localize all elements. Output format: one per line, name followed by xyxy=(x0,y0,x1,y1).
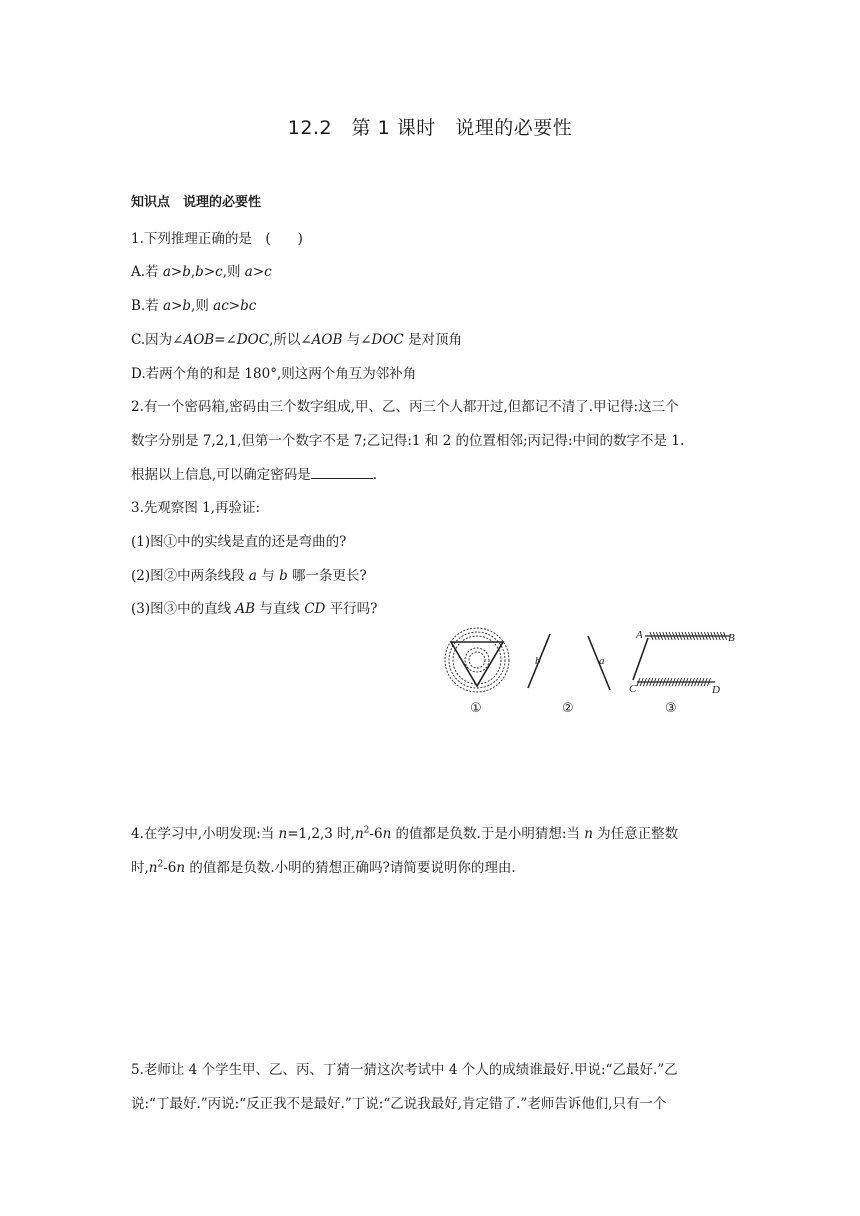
q3-part-3: (3)图③中的直线 AB 与直线 CD 平行吗? xyxy=(131,601,378,617)
q1-option-a: A.若 a>b,b>c,则 a>c xyxy=(131,264,272,280)
q1-option-d: D.若两个角的和是 180°,则这两个角互为邻补角 xyxy=(131,366,417,382)
parallel-lines-figure xyxy=(633,632,730,686)
q1-option-c: C.因为∠AOB=∠DOC,所以∠AOB 与∠DOC 是对顶角 xyxy=(131,332,463,348)
point-d-label: D xyxy=(712,684,720,696)
point-a-label: A xyxy=(636,629,643,641)
q2-line-2: 数字分别是 7,2,1,但第一个数字不是 7;乙记得:1 和 2 的位置相邻;丙记得:中间的数字不是 1. xyxy=(131,433,685,449)
q2-line-3: 根据以上信息,可以确定密码是 . xyxy=(131,467,378,483)
figure-1-illusions xyxy=(440,624,740,719)
q5-line-2: 说:“丁最好.”丙说:“反正我不是最好.”丁说:“乙说我最好,肯定错了.”老师告诉他们,只有一个 xyxy=(131,1096,667,1112)
point-c-label: C xyxy=(629,683,637,695)
q4-line-1: 4.在学习中,小明发现:当 n=1,2,3 时$,n^2-6n$ 的值都是负数.于是小明猜想:当 n 为任意正整数 xyxy=(131,825,679,842)
q3-part-1: (1)图①中的实线是直的还是弯曲的? xyxy=(131,534,347,550)
section-heading: 知识点 说理的必要性 xyxy=(131,195,262,210)
page-title: 12.2 第 1 课时 说理的必要性 xyxy=(287,117,573,139)
segment-b-label: b xyxy=(535,655,541,667)
figure-label-1: ① xyxy=(470,701,482,716)
figure-label-2: ② xyxy=(562,701,574,716)
q3-stem: 3.先观察图 1,再验证: xyxy=(131,500,261,516)
q2-line-1: 2.有一个密码箱,密码由三个数字组成,甲、乙、丙三个人都开过,但都记不清了.甲记得:这三个 xyxy=(131,399,679,415)
q5-line-1: 5.老师让 4 个学生甲、乙、丙、丁猜一猜这次考试中 4 个人的成绩谁最好.甲说:“乙最好.”乙 xyxy=(131,1062,678,1078)
illusion-circles-figure xyxy=(445,628,509,692)
q1-stem: 1.下列推理正确的是 ( ) xyxy=(131,231,303,247)
answer-blank xyxy=(311,466,373,479)
point-b-label: B xyxy=(728,632,735,644)
figure-label-3: ③ xyxy=(665,701,677,716)
q1-option-b: B.若 a>b,则 ac>bc xyxy=(131,298,257,314)
q4-line-2: 时$,n^2-6n$ 的值都是负数.小明的猜想正确吗?请简要说明你的理由. xyxy=(131,859,516,876)
segment-a-label: a xyxy=(599,655,605,667)
q3-part-2: (2)图②中两条线段 a 与 b 哪一条更长? xyxy=(131,568,367,584)
